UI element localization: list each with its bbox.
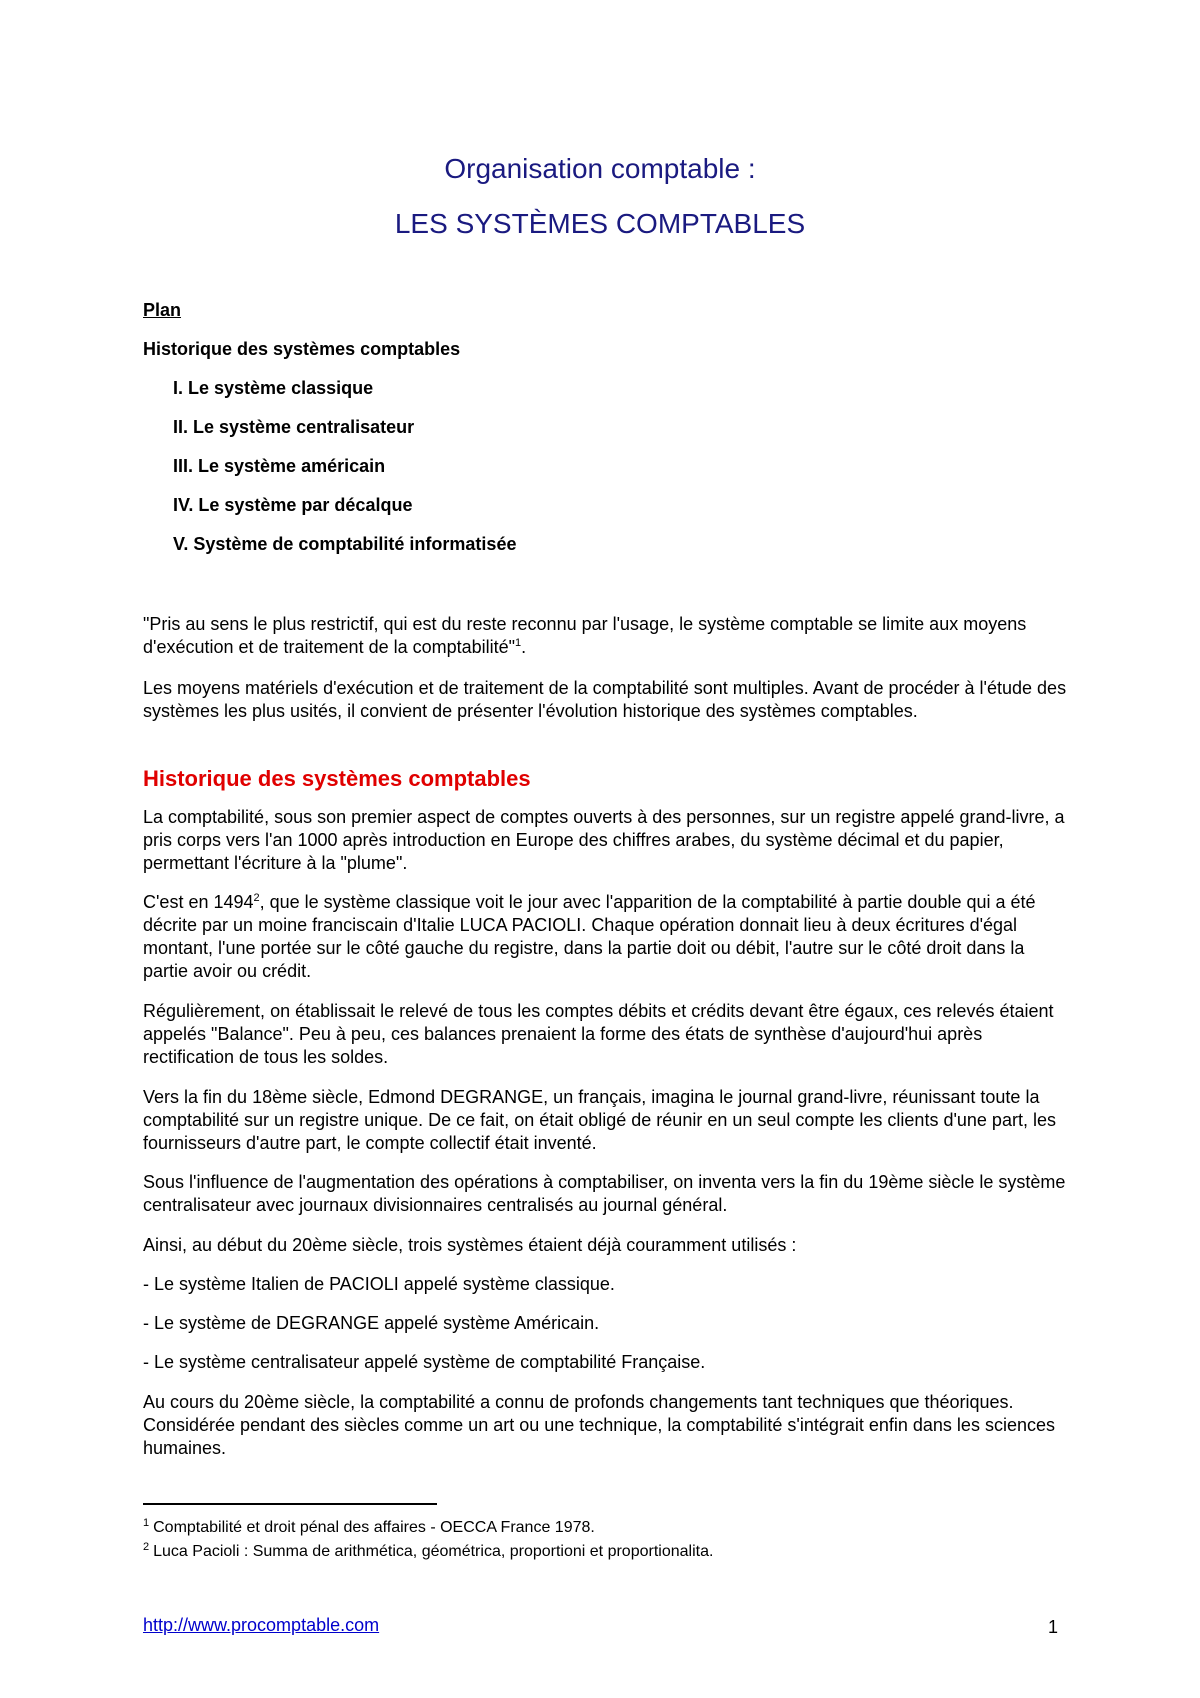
section-paragraph-10: Au cours du 20ème siècle, la comptabilité a connu de profonds changements tant techniques que théoriques. Considérée pendant des siècles comme un art ou une technique, la comptabilité s'intégrait enfin dans les sciences humaines. [143, 1392, 1055, 1458]
document-title-line2: LES SYSTÈMES COMPTABLES [394, 208, 806, 239]
intro-quote-end: . [521, 637, 527, 657]
section-paragraph-2 [143, 891, 1073, 983]
footnote-1 [143, 1518, 595, 1538]
footnote-text: Comptabilité et droit pénal des affaires - OECCA France 1978. [153, 1519, 595, 1536]
section-heading: Historique des systèmes comptables [143, 766, 531, 791]
plan-item: III. Le système américain [173, 456, 386, 476]
footnote-2 [143, 1542, 713, 1562]
plan-item: IV. Le système par décalque [173, 495, 413, 515]
footnote-number: 2 [143, 1540, 150, 1553]
footnote-text: Luca Pacioli : Summa de arithmética, géométrica, proportioni et proportionalita. [153, 1543, 714, 1560]
plan-item: V. Système de comptabilité informatisée [173, 534, 517, 554]
footnote-divider [143, 1503, 437, 1505]
footnote-ref-2: 2 [253, 892, 260, 904]
plan-item: I. Le système classique [173, 378, 374, 398]
plan-label: Plan [143, 300, 182, 320]
intro-quote-text: "Pris au sens le plus restrictif, qui est du reste reconnu par l'usage, le système comptable se limite aux moyens d'exécution et de traitement de la comptabilité" [143, 614, 1027, 657]
plan-heading: Historique des systèmes comptables [143, 339, 461, 359]
section-paragraph-6: Ainsi, au début du 20ème siècle, trois systèmes étaient déjà couramment utilisés : [143, 1235, 797, 1255]
section-paragraph-2-rest: , que le système classique voit le jour avec l'apparition de la comptabilité à partie double qui a été décrite par un moine franciscain d'Italie LUCA PACIOLI. Chaque opération donnait lieu à deux écritures d'égal montant, l'une portée sur le côté gauche du registre, dans la partie doit ou débit, l'autre sur le côté droit dans la partie avoir ou crédit. [143, 892, 1036, 981]
footer-website-link[interactable]: http://www.procomptable.com [143, 1615, 380, 1635]
page-number: 1 [1048, 1617, 1059, 1637]
section-paragraph-5: Sous l'influence de l'augmentation des opérations à comptabiliser, on inventa vers la fin du 19ème siècle le système centralisateur avec journaux divisionnaires centralisés au journal général. [143, 1172, 1066, 1215]
section-paragraph-7: - Le système Italien de PACIOLI appelé système classique. [143, 1274, 615, 1294]
section-paragraph-2-start: C'est en 1494 [143, 892, 254, 912]
section-paragraph-8: - Le système de DEGRANGE appelé système Américain. [143, 1313, 600, 1333]
section-paragraph-1: La comptabilité, sous son premier aspect de comptes ouverts à des personnes, sur un registre appelé grand-livre, a pris corps vers l'an 1000 après introduction en Europe des chiffres arabes, du système décimal et du papier, permettant l'écriture à la "plume". [143, 807, 1065, 873]
footnote-ref-1: 1 [515, 637, 522, 649]
plan-item: II. Le système centralisateur [173, 417, 415, 437]
section-paragraph-3: Régulièrement, on établissait le relevé de tous les comptes débits et crédits devant être égaux, ces relevés étaient appelés "Balance". Peu à peu, ces balances prenaient la forme des états de synthèse d'aujourd'hui après rectification de tous les soldes. [143, 1001, 1054, 1067]
footnote-number: 1 [143, 1516, 150, 1529]
plan-list [173, 377, 516, 572]
section-paragraph-4: Vers la fin du 18ème siècle, Edmond DEGRANGE, un français, imagina le journal grand-livre, réunissant toute la comptabilité sur un registre unique. De ce fait, on était obligé de réunir en un seul compte les clients d'une part, les fournisseurs d'autre part, le compte collectif était inventé. [143, 1087, 1056, 1153]
document-title-line1: Organisation comptable : [444, 153, 756, 184]
intro-quote-paragraph [143, 613, 1073, 659]
section-paragraph-9: - Le système centralisateur appelé système de comptabilité Française. [143, 1352, 706, 1372]
intro-paragraph-2: Les moyens matériels d'exécution et de traitement de la comptabilité sont multiples. Avant de procéder à l'étude des systèmes les plus usités, il convient de présenter l'évolution historique des systèmes comptables. [143, 678, 1067, 721]
